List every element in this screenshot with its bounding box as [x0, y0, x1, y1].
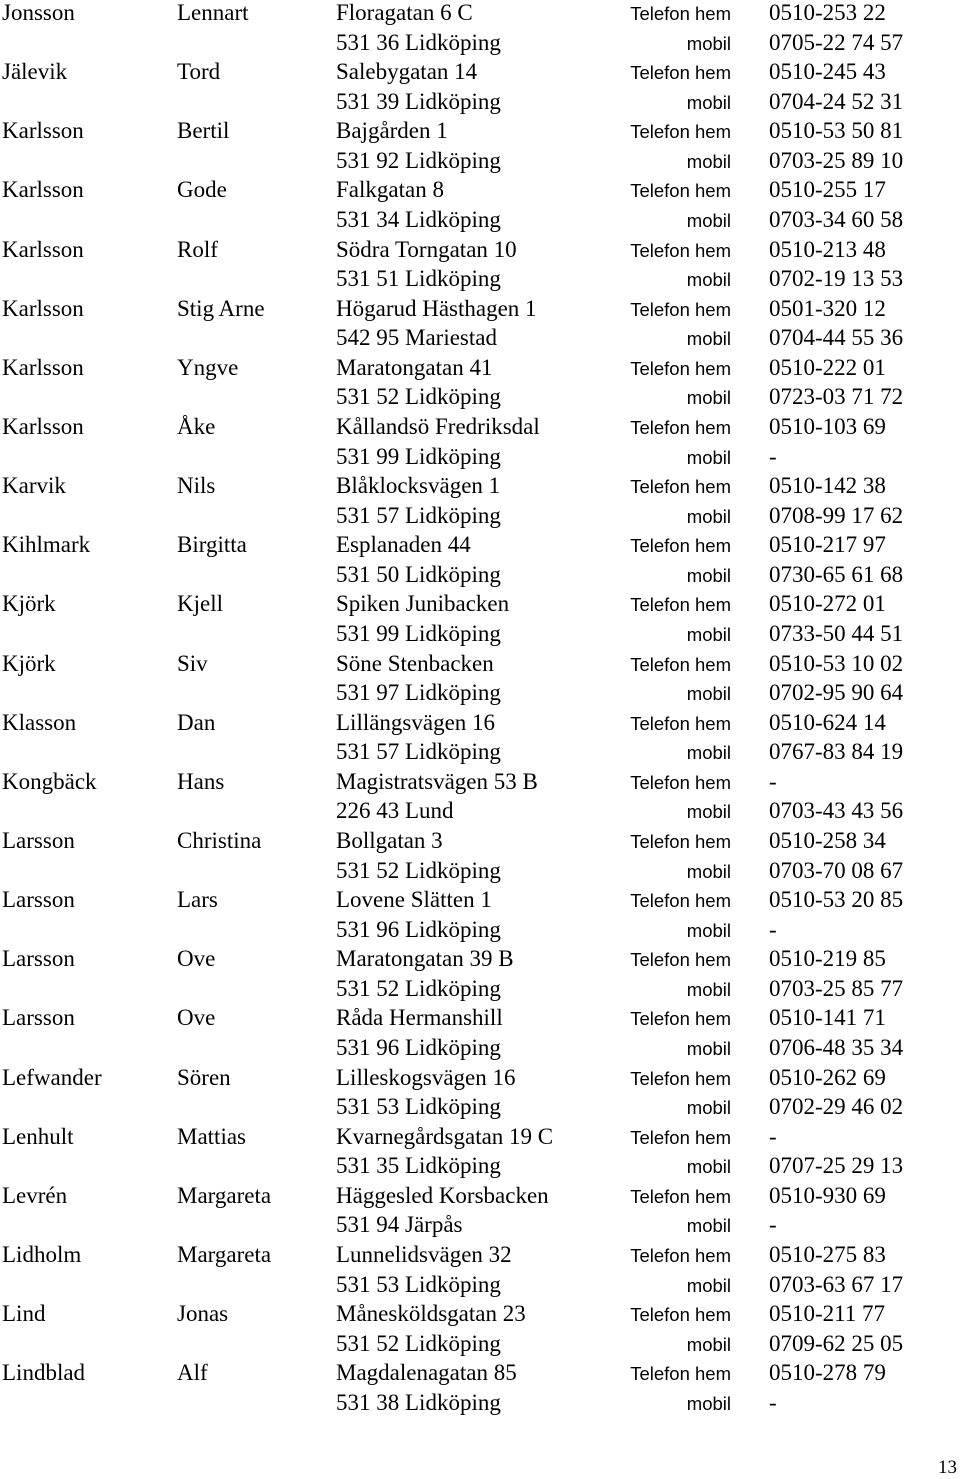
surname: Lenhult	[2, 1123, 74, 1149]
entry-line-secondary	[0, 503, 960, 533]
entry-line-primary	[0, 473, 960, 503]
postal-address: 531 53 Lidköping	[336, 1094, 501, 1120]
entry-line-secondary	[0, 562, 960, 592]
mobile-phone-label: mobil	[686, 1156, 731, 1178]
surname: Larsson	[2, 946, 75, 972]
home-phone: 0510-255 17	[769, 177, 886, 203]
postal-address: 542 95 Mariestad	[336, 325, 497, 351]
first-name: Ove	[177, 1005, 216, 1031]
mobile-phone-label: mobil	[686, 919, 731, 941]
home-phone-label: Telefon hem	[630, 1363, 731, 1385]
street-address: Floragatan 6 C	[336, 0, 473, 25]
postal-address: 531 39 Lidköping	[336, 88, 501, 114]
first-name: Gode	[177, 177, 227, 203]
mobile-phone: -	[769, 443, 777, 469]
surname: Kjörk	[2, 591, 56, 617]
postal-address: 531 99 Lidköping	[336, 621, 501, 646]
directory-entry	[0, 887, 960, 946]
home-phone-label: Telefon hem	[630, 239, 731, 261]
home-phone: 0510-213 48	[769, 236, 886, 262]
surname: Karlsson	[2, 413, 84, 439]
first-name: Stig Arne	[177, 295, 265, 321]
home-phone-label: Telefon hem	[630, 1244, 731, 1266]
first-name: Lennart	[177, 0, 249, 25]
home-phone: 0510-222 01	[769, 354, 886, 380]
mobile-phone: 0703-43 43 56	[769, 798, 904, 824]
directory-entry	[0, 1124, 960, 1183]
entry-line-primary	[0, 237, 960, 267]
home-phone-label: Telefon hem	[630, 1067, 731, 1089]
entry-line-secondary	[0, 148, 960, 178]
mobile-phone: 0708-99 17 62	[769, 502, 904, 528]
first-name: Hans	[177, 768, 225, 794]
home-phone: 0510-103 69	[769, 413, 886, 439]
mobile-phone-label: mobil	[686, 328, 731, 350]
directory-entry	[0, 1065, 960, 1124]
first-name: Dan	[177, 709, 216, 735]
home-phone: -	[769, 1123, 777, 1149]
home-phone-label: Telefon hem	[630, 1304, 731, 1326]
street-address: Maratongatan 39 B	[336, 946, 514, 972]
entry-line-secondary	[0, 325, 960, 355]
mobile-phone: 0702-95 90 64	[769, 680, 904, 706]
surname: Karlsson	[2, 354, 84, 380]
street-address: Lunnelidsvägen 32	[336, 1241, 512, 1267]
directory-entry	[0, 1360, 960, 1419]
home-phone: 0510-53 20 85	[769, 887, 904, 913]
home-phone-label: Telefon hem	[630, 121, 731, 143]
home-phone-label: Telefon hem	[630, 62, 731, 84]
entry-line-secondary	[0, 1212, 960, 1242]
entry-line-secondary	[0, 444, 960, 474]
mobile-phone: -	[769, 1212, 777, 1238]
mobile-phone: 0703-70 08 67	[769, 857, 904, 883]
mobile-phone-label: mobil	[686, 1037, 731, 1059]
mobile-phone-label: mobil	[686, 91, 731, 113]
street-address: Söne Stenbacken	[336, 650, 494, 676]
entry-line-primary	[0, 118, 960, 148]
entry-line-primary	[0, 414, 960, 444]
entry-line-primary	[0, 1065, 960, 1095]
entry-line-secondary	[0, 1094, 960, 1124]
home-phone-label: Telefon hem	[630, 3, 731, 24]
mobile-phone-label: mobil	[686, 269, 731, 291]
mobile-phone: 0703-63 67 17	[769, 1271, 904, 1297]
street-address: Salebygatan 14	[336, 59, 478, 85]
directory-entry	[0, 651, 960, 710]
mobile-phone: 0733-50 44 51	[769, 621, 904, 646]
home-phone-label: Telefon hem	[630, 535, 731, 557]
street-address: Maratongatan 41	[336, 354, 493, 380]
mobile-phone: 0723-03 71 72	[769, 384, 904, 410]
home-phone-label: Telefon hem	[630, 712, 731, 734]
directory-entry	[0, 0, 960, 59]
mobile-phone: 0706-48 35 34	[769, 1034, 904, 1060]
directory-entry	[0, 355, 960, 414]
home-phone-label: Telefon hem	[630, 653, 731, 675]
entry-line-primary	[0, 651, 960, 681]
street-address: Högarud Hästhagen 1	[336, 295, 537, 321]
street-address: Månesköldsgatan 23	[336, 1301, 526, 1327]
street-address: Lilleskogsvägen 16	[336, 1064, 516, 1090]
entry-line-secondary	[0, 266, 960, 296]
mobile-phone-label: mobil	[686, 564, 731, 586]
directory-entry	[0, 710, 960, 769]
street-address: Lovene Slätten 1	[336, 887, 492, 913]
postal-address: 531 51 Lidköping	[336, 266, 501, 292]
mobile-phone: 0703-25 85 77	[769, 975, 904, 1001]
surname: Jonsson	[2, 0, 75, 25]
entry-line-primary	[0, 59, 960, 89]
mobile-phone-label: mobil	[686, 683, 731, 705]
entry-line-secondary	[0, 680, 960, 710]
first-name: Siv	[177, 650, 208, 676]
home-phone: 0510-142 38	[769, 473, 886, 499]
surname: Lefwander	[2, 1064, 102, 1090]
mobile-phone-label: mobil	[686, 150, 731, 172]
first-name: Yngve	[177, 354, 239, 380]
street-address: Råda Hermanshill	[336, 1005, 503, 1031]
entry-line-secondary	[0, 621, 960, 651]
postal-address: 531 34 Lidköping	[336, 207, 501, 233]
directory-entry	[0, 414, 960, 473]
mobile-phone-label: mobil	[686, 1274, 731, 1296]
mobile-phone: 0704-44 55 36	[769, 325, 904, 351]
mobile-phone: -	[769, 916, 777, 942]
surname: Karlsson	[2, 295, 84, 321]
mobile-phone-label: mobil	[686, 978, 731, 1000]
home-phone-label: Telefon hem	[630, 594, 731, 616]
page-number: 13	[938, 1457, 957, 1478]
street-address: Spiken Junibacken	[336, 591, 510, 617]
directory-entry	[0, 118, 960, 177]
home-phone: 0510-278 79	[769, 1360, 886, 1386]
mobile-phone-label: mobil	[686, 624, 731, 645]
entry-line-secondary	[0, 1272, 960, 1302]
postal-address: 531 57 Lidköping	[336, 502, 501, 528]
postal-address: 531 99 Lidköping	[336, 443, 501, 469]
first-name: Sören	[177, 1064, 231, 1090]
entry-line-secondary	[0, 30, 960, 60]
home-phone-label: Telefon hem	[630, 1185, 731, 1207]
street-address: Bajgården 1	[336, 118, 448, 144]
entry-line-primary	[0, 296, 960, 326]
first-name: Tord	[177, 59, 221, 85]
mobile-phone-label: mobil	[686, 1392, 731, 1414]
mobile-phone: 0707-25 29 13	[769, 1153, 904, 1179]
entry-line-primary	[0, 355, 960, 385]
postal-address: 531 96 Lidköping	[336, 1034, 501, 1060]
first-name: Margareta	[177, 1241, 272, 1267]
entry-line-secondary	[0, 798, 960, 828]
mobile-phone: 0702-19 13 53	[769, 266, 904, 292]
street-address: Esplanaden 44	[336, 532, 471, 558]
entry-line-primary	[0, 1242, 960, 1272]
first-name: Nils	[177, 473, 216, 499]
mobile-phone: 0767-83 84 19	[769, 739, 904, 765]
mobile-phone: 0702-29 46 02	[769, 1094, 904, 1120]
directory-entry	[0, 177, 960, 236]
home-phone: 0510-272 01	[769, 591, 886, 617]
entry-line-secondary	[0, 1035, 960, 1065]
surname: Lind	[2, 1301, 46, 1327]
postal-address: 531 52 Lidköping	[336, 975, 501, 1001]
mobile-phone: 0705-22 74 57	[769, 29, 904, 55]
mobile-phone: 0709-62 25 05	[769, 1330, 904, 1356]
mobile-phone-label: mobil	[686, 860, 731, 882]
postal-address: 531 97 Lidköping	[336, 680, 501, 706]
surname: Karlsson	[2, 118, 84, 144]
first-name: Jonas	[177, 1301, 229, 1327]
directory-entry	[0, 59, 960, 118]
home-phone: 0510-219 85	[769, 946, 886, 972]
entry-line-primary	[0, 1301, 960, 1331]
postal-address: 531 52 Lidköping	[336, 384, 501, 410]
first-name: Christina	[177, 827, 262, 853]
street-address: Södra Torngatan 10	[336, 236, 517, 262]
directory-entry	[0, 296, 960, 355]
street-address: Lillängsvägen 16	[336, 709, 496, 735]
entry-line-primary	[0, 946, 960, 976]
street-address: Magdalenagatan 85	[336, 1360, 517, 1386]
home-phone: 0501-320 12	[769, 295, 886, 321]
home-phone-label: Telefon hem	[630, 1126, 731, 1148]
directory-entry	[0, 828, 960, 887]
directory-entry	[0, 769, 960, 828]
postal-address: 531 36 Lidköping	[336, 29, 501, 55]
first-name: Alf	[177, 1360, 208, 1386]
first-name: Lars	[177, 887, 218, 913]
street-address: Falkgatan 8	[336, 177, 444, 203]
home-phone-label: Telefon hem	[630, 771, 731, 793]
surname: Kihlmark	[2, 532, 91, 558]
street-address: Häggesled Korsbacken	[336, 1182, 549, 1208]
home-phone-label: Telefon hem	[630, 830, 731, 852]
entry-line-primary	[0, 887, 960, 917]
entry-line-secondary	[0, 858, 960, 888]
surname: Larsson	[2, 887, 75, 913]
home-phone-label: Telefon hem	[630, 476, 731, 498]
home-phone-label: Telefon hem	[630, 1008, 731, 1030]
entry-line-secondary	[0, 89, 960, 119]
postal-address: 226 43 Lund	[336, 798, 454, 824]
entry-line-primary	[0, 532, 960, 562]
entry-line-secondary	[0, 1390, 960, 1420]
entry-line-secondary	[0, 739, 960, 769]
surname: Karlsson	[2, 177, 84, 203]
home-phone: 0510-245 43	[769, 59, 886, 85]
postal-address: 531 92 Lidköping	[336, 147, 501, 173]
entry-line-secondary	[0, 384, 960, 414]
entry-line-secondary	[0, 1153, 960, 1183]
postal-address: 531 94 Järpås	[336, 1212, 463, 1238]
mobile-phone-label: mobil	[686, 505, 731, 527]
home-phone: 0510-624 14	[769, 709, 886, 735]
first-name: Mattias	[177, 1123, 246, 1149]
entry-line-primary	[0, 1005, 960, 1035]
surname: Karlsson	[2, 236, 84, 262]
entry-line-secondary	[0, 917, 960, 947]
postal-address: 531 96 Lidköping	[336, 916, 501, 942]
street-address: Bollgatan 3	[336, 827, 443, 853]
home-phone-label: Telefon hem	[630, 890, 731, 912]
surname: Karvik	[2, 473, 66, 499]
first-name: Kjell	[177, 591, 223, 617]
home-phone-label: Telefon hem	[630, 416, 731, 438]
directory-entry	[0, 946, 960, 1005]
home-phone: 0510-253 22	[769, 0, 886, 25]
postal-address: 531 50 Lidköping	[336, 561, 501, 587]
street-address: Kvarnegårdsgatan 19 C	[336, 1123, 554, 1149]
mobile-phone-label: mobil	[686, 1333, 731, 1355]
entry-line-primary	[0, 710, 960, 740]
directory-entry	[0, 1183, 960, 1242]
home-phone-label: Telefon hem	[630, 949, 731, 971]
home-phone: 0510-53 10 02	[769, 650, 904, 676]
postal-address: 531 35 Lidköping	[336, 1153, 501, 1179]
street-address: Blåklocksvägen 1	[336, 473, 501, 499]
mobile-phone-label: mobil	[686, 446, 731, 468]
home-phone: 0510-275 83	[769, 1241, 886, 1267]
entry-line-primary	[0, 1183, 960, 1213]
directory-entry	[0, 532, 960, 591]
surname: Larsson	[2, 1005, 75, 1031]
directory-entry	[0, 237, 960, 296]
postal-address: 531 52 Lidköping	[336, 1330, 501, 1356]
street-address: Kållandsö Fredriksdal	[336, 413, 540, 439]
street-address: Magistratsvägen 53 B	[336, 768, 538, 794]
home-phone-label: Telefon hem	[630, 180, 731, 202]
first-name: Åke	[177, 413, 216, 439]
home-phone: 0510-930 69	[769, 1182, 886, 1208]
directory-entry	[0, 1005, 960, 1064]
directory-entry	[0, 1242, 960, 1301]
home-phone: 0510-211 77	[769, 1301, 886, 1327]
home-phone: 0510-262 69	[769, 1064, 886, 1090]
surname: Klasson	[2, 709, 77, 735]
home-phone-label: Telefon hem	[630, 298, 731, 320]
directory-entry	[0, 1301, 960, 1360]
entry-line-primary	[0, 177, 960, 207]
mobile-phone-label: mobil	[686, 387, 731, 409]
first-name: Rolf	[177, 236, 218, 262]
surname: Lindblad	[2, 1360, 86, 1386]
mobile-phone-label: mobil	[686, 32, 731, 54]
mobile-phone: 0703-25 89 10	[769, 147, 904, 173]
surname: Larsson	[2, 827, 75, 853]
mobile-phone-label: mobil	[686, 801, 731, 823]
home-phone: 0510-217 97	[769, 532, 886, 558]
postal-address: 531 57 Lidköping	[336, 739, 501, 765]
entry-line-secondary	[0, 976, 960, 1006]
first-name: Ove	[177, 946, 216, 972]
mobile-phone: 0730-65 61 68	[769, 561, 904, 587]
mobile-phone-label: mobil	[686, 742, 731, 764]
entry-line-primary	[0, 828, 960, 858]
entry-line-secondary	[0, 207, 960, 237]
first-name: Margareta	[177, 1182, 272, 1208]
mobile-phone: -	[769, 1389, 777, 1415]
home-phone: 0510-258 34	[769, 827, 886, 853]
mobile-phone-label: mobil	[686, 1097, 731, 1119]
mobile-phone: 0703-34 60 58	[769, 207, 904, 233]
postal-address: 531 38 Lidköping	[336, 1389, 501, 1415]
surname: Jälevik	[2, 59, 68, 85]
postal-address: 531 52 Lidköping	[336, 857, 501, 883]
home-phone-label: Telefon hem	[630, 357, 731, 379]
entry-line-primary	[0, 591, 960, 621]
first-name: Birgitta	[177, 532, 247, 558]
mobile-phone-label: mobil	[686, 1215, 731, 1237]
entry-line-primary	[0, 1360, 960, 1390]
surname: Kjörk	[2, 650, 56, 676]
entry-line-primary	[0, 769, 960, 799]
postal-address: 531 53 Lidköping	[336, 1271, 501, 1297]
surname: Kongbäck	[2, 768, 97, 794]
entry-line-secondary	[0, 1331, 960, 1361]
mobile-phone: 0704-24 52 31	[769, 88, 904, 114]
directory-entry	[0, 473, 960, 532]
surname: Levrén	[2, 1182, 68, 1208]
directory-entry	[0, 591, 960, 650]
mobile-phone-label: mobil	[686, 210, 731, 232]
entry-line-primary	[0, 0, 960, 30]
home-phone: -	[769, 768, 777, 794]
home-phone: 0510-141 71	[769, 1005, 886, 1031]
entry-line-primary	[0, 1124, 960, 1154]
first-name: Bertil	[177, 118, 230, 144]
surname: Lidholm	[2, 1241, 82, 1267]
home-phone: 0510-53 50 81	[769, 118, 904, 144]
